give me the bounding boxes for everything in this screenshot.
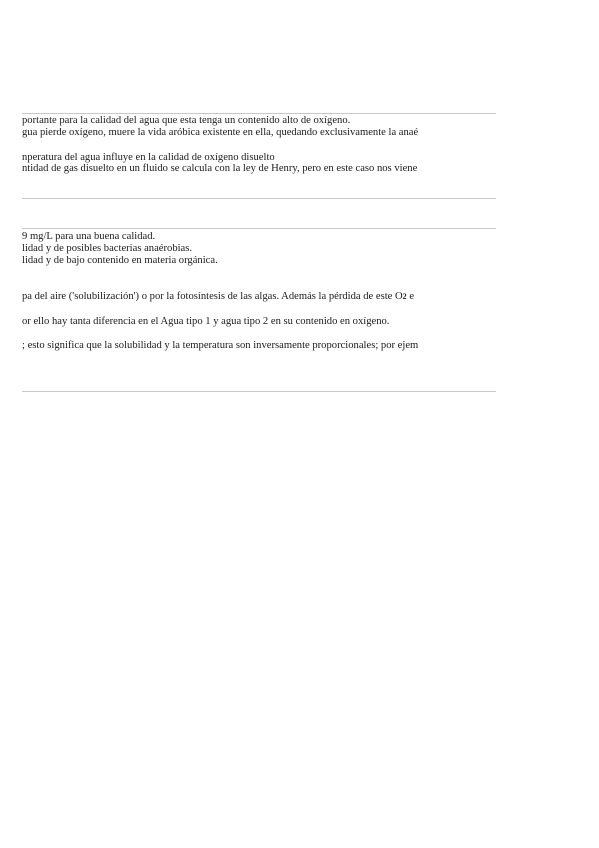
text-line: lidad y de posibles bacterias anaérobias. bbox=[22, 243, 193, 254]
text-line: portante para la calidad del agua que esta tenga un contenido alto de oxígeno. bbox=[22, 115, 351, 126]
section-divider bbox=[22, 198, 496, 199]
text-line-tail: e bbox=[406, 291, 415, 302]
text-line: or ello hay tanta diferencia en el Agua tipo 1 y agua tipo 2 en su contenido en oxígeno. bbox=[22, 316, 390, 327]
text-line: 9 mg/L para una buena calidad. bbox=[22, 231, 156, 242]
text-line bbox=[22, 291, 496, 303]
text-line-body: pa del aire ('solubilización') o por la fotosíntesis de las algas. Además la pérdida de este O bbox=[22, 291, 403, 302]
subscript: 2 bbox=[402, 292, 407, 301]
text-line: ntidad de gas disuelto en un fluido se calcula con la ley de Henry, pero en este caso nos viene bbox=[22, 163, 418, 174]
text-line: gua pierde oxígeno, muere la vida aróbica existente en ella, quedando exclusivamente la anaé bbox=[22, 127, 419, 138]
section-divider bbox=[22, 113, 496, 114]
section-divider bbox=[22, 391, 496, 392]
section-divider bbox=[22, 228, 496, 229]
text-line: ; esto significa que la solubilidad y la temperatura son inversamente proporcionales; por ejem bbox=[22, 340, 419, 351]
text-line: nperatura del agua influye en la calidad de oxígeno disuelto bbox=[22, 152, 275, 163]
text-line: lidad y de bajo contenido en materia orgánica. bbox=[22, 255, 218, 266]
